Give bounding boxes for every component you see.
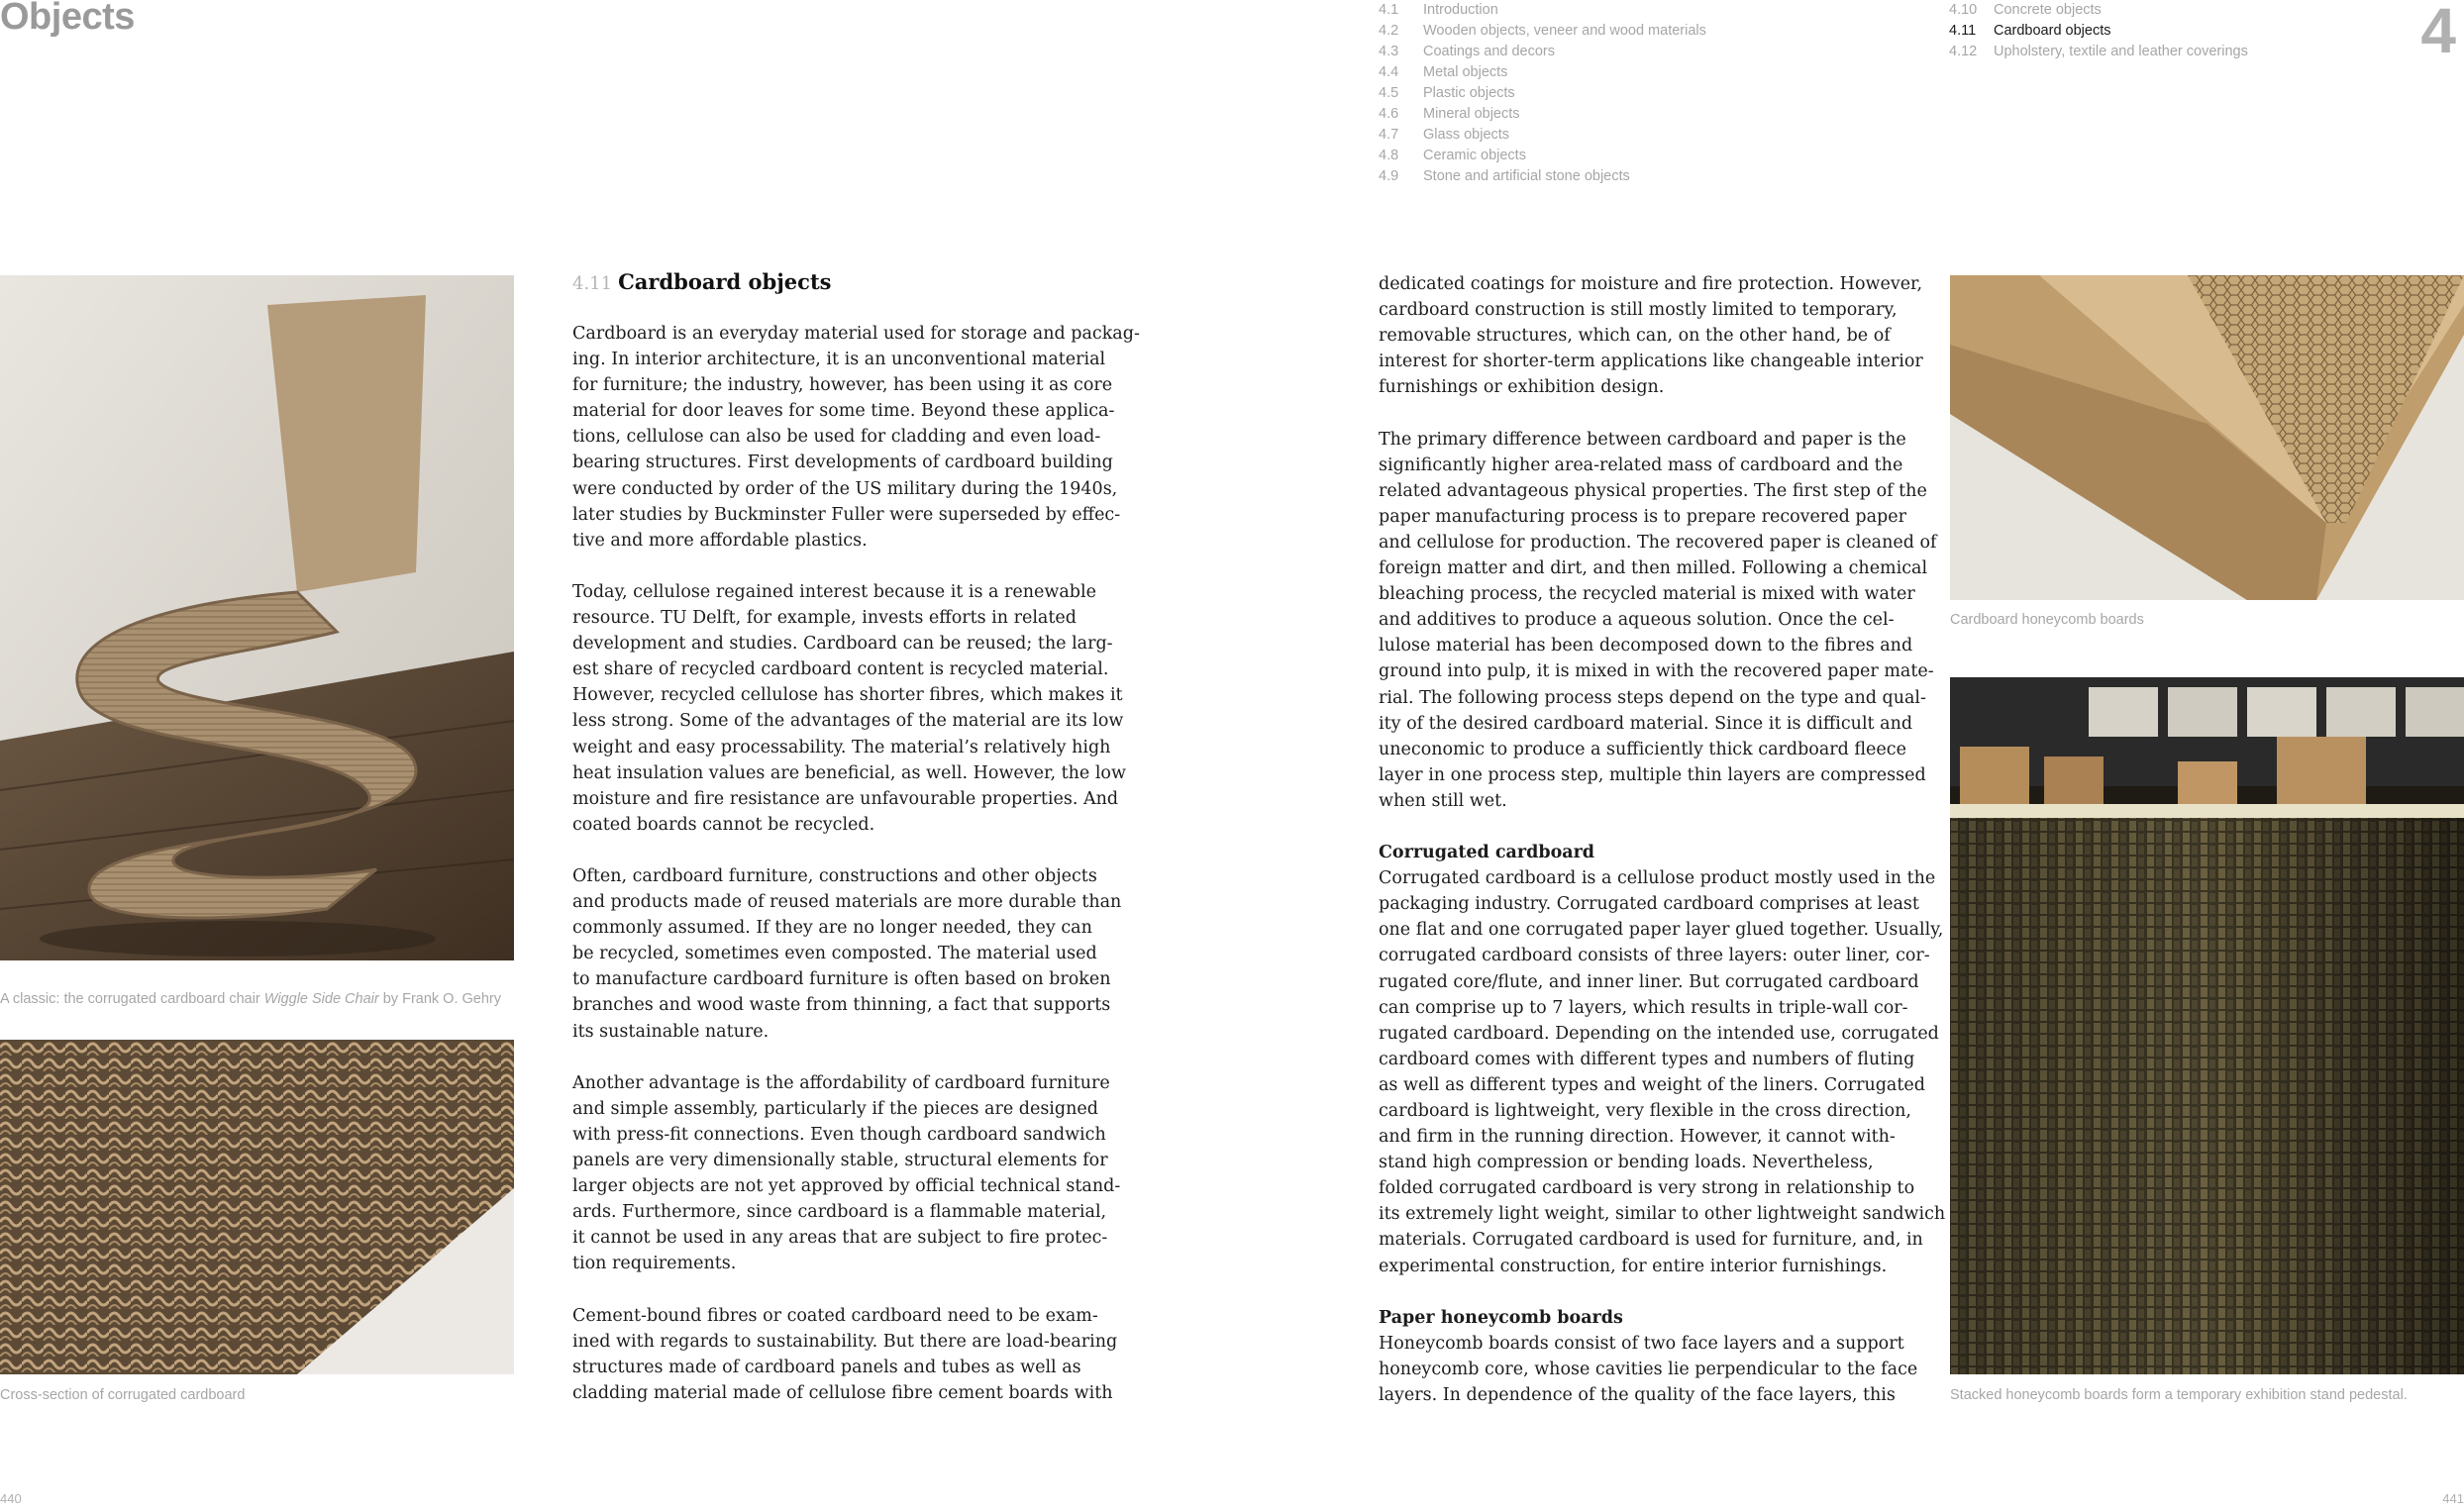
text-line: packaging industry. Corrugated cardboard comprises at least: [1379, 894, 1919, 915]
text-line: tion requirements.: [572, 1254, 737, 1274]
toc-item-number: 4.8: [1379, 148, 1399, 163]
text-line: corrugated cardboard consists of three layers: outer liner, cor-: [1379, 946, 1930, 966]
toc-item-label: Wooden objects, veneer and wood materials: [1423, 23, 1706, 39]
toc-item-label: Glass objects: [1423, 127, 1510, 143]
toc-item-number: 4.10: [1949, 2, 1978, 18]
paragraph: [572, 321, 1140, 554]
toc-item-label: Metal objects: [1423, 64, 1508, 80]
toc-item[interactable]: [1379, 42, 1706, 62]
text-line: its sustainable nature.: [572, 1021, 770, 1042]
toc-item[interactable]: [1949, 21, 2248, 42]
text-line: cardboard is lightweight, very flexible in the cross direction,: [1379, 1101, 1911, 1121]
toc-item-label: Upholstery, textile and leather coverings: [1994, 44, 2248, 59]
chapter-number: 4: [2420, 0, 2456, 66]
toc-item-label: Ceramic objects: [1423, 148, 1526, 163]
section-title: Objects: [0, 0, 135, 38]
text-line: significantly higher area-related mass of cardboard and the: [1379, 454, 1903, 475]
paragraph: [1379, 427, 1945, 814]
text-line: rial. The following process steps depend on the type and qual-: [1379, 687, 1926, 708]
text-line: panels are very dimensionally stable, structural elements for: [572, 1151, 1108, 1170]
toc-item-number: 4.6: [1379, 106, 1399, 122]
text-line: development and studies. Cardboard can be reused; the larg-: [572, 634, 1113, 655]
text-line: Cardboard is an everyday material used for storage and packag-: [572, 324, 1140, 344]
text-line: materials. Corrugated cardboard is used for furniture, and, in: [1379, 1230, 1923, 1251]
text-line: material for door leaves for some time. Beyond these applica-: [572, 401, 1115, 422]
toc-item[interactable]: [1379, 125, 1706, 146]
text-line: uneconomic to produce a sufficiently thick cardboard fleece: [1379, 739, 1906, 759]
text-line: larger objects are not yet approved by official technical stand-: [572, 1176, 1121, 1197]
text-line: rugated core/flute, and inner liner. But corrugated cardboard: [1379, 971, 1919, 992]
text-line: cardboard comes with different types and numbers of fluting: [1379, 1049, 1915, 1069]
text-line: ined with regards to sustainability. But there are load-bearing: [572, 1331, 1118, 1352]
honeycomb-caption: Cardboard honeycomb boards: [1950, 612, 2144, 628]
text-line: and firm in the running direction. However, it cannot with-: [1379, 1127, 1896, 1148]
text-line: The primary difference between cardboard and paper is the: [1379, 429, 1906, 450]
text-line: lulose material has been decomposed down to the fibres and: [1379, 636, 1913, 656]
exhibition-pedestal-photo: [1950, 677, 2464, 1374]
text-line: honeycomb core, whose cavities lie perpendicular to the face: [1379, 1359, 1918, 1379]
text-line: bearing structures. First developments of cardboard building: [572, 453, 1113, 473]
text-line: Today, cellulose regained interest because it is a renewable: [572, 581, 1096, 602]
text-line: one flat and one corrugated paper layer glued together. Usually,: [1379, 920, 1944, 941]
text-line: dedicated coatings for moisture and fire protection. However,: [1379, 274, 1923, 294]
text-line: cardboard construction is still mostly limited to temporary,: [1379, 300, 1898, 321]
text-line: as well as different types and weight of the liners. Corrugated: [1379, 1074, 1925, 1095]
page-number-right: 441: [2442, 1491, 2464, 1506]
text-line: its extremely light weight, similar to other lightweight sandwich: [1379, 1204, 1946, 1225]
text-line: interest for shorter-term applications like changeable interior: [1379, 352, 1923, 372]
toc-item[interactable]: [1379, 62, 1706, 83]
heading-number: 4.11: [572, 273, 613, 294]
text-line: foreign matter and dirt, and then milled. Following a chemical: [1379, 558, 1928, 579]
text-line: est share of recycled cardboard content is recycled material.: [572, 659, 1109, 680]
paragraph: [572, 579, 1140, 838]
paragraph: [572, 1070, 1140, 1277]
text-line: branches and wood waste from thinning, a fact that supports: [572, 995, 1111, 1016]
text-line: ards. Furthermore, since cardboard is a flammable material,: [572, 1202, 1107, 1223]
text-line: folded corrugated cardboard is very strong in relationship to: [1379, 1178, 1915, 1199]
text-line: for furniture; the industry, however, has been using it as core: [572, 375, 1113, 396]
toc-item-number: 4.5: [1379, 85, 1399, 101]
toc-item-label: Stone and artificial stone objects: [1423, 168, 1630, 184]
text-line: Corrugated cardboard is a cellulose product mostly used in the: [1379, 868, 1936, 889]
toc-item-number: 4.12: [1949, 44, 1978, 59]
toc-item-number: 4.9: [1379, 168, 1399, 184]
text-line: were conducted by order of the US military during the 1940s,: [572, 478, 1118, 499]
toc-item-number: 4.11: [1949, 23, 1977, 39]
toc-item[interactable]: [1949, 0, 2248, 21]
corrugated-cross-section-photo: [0, 1040, 514, 1374]
text-line: Cement-bound fibres or coated cardboard need to be exam-: [572, 1305, 1098, 1326]
text-line: tions, cellulose can also be used for cladding and even load-: [572, 427, 1101, 448]
toc-item[interactable]: [1379, 83, 1706, 104]
text-line: resource. TU Delft, for example, invests efforts in related: [572, 608, 1077, 629]
chair-caption: A classic: the corrugated cardboard chair Wiggle Side Chair by Frank O. Gehry: [0, 991, 502, 1007]
toc-item-number: 4.4: [1379, 64, 1399, 80]
toc-item[interactable]: [1379, 146, 1706, 166]
text-line: and additives to produce a aqueous solution. Once the cel-: [1379, 610, 1895, 631]
toc-left: [1379, 0, 1706, 187]
paragraph: [572, 1303, 1140, 1406]
text-line: rugated cardboard. Depending on the intended use, corrugated: [1379, 1023, 1939, 1044]
text-line: weight and easy processability. The material’s relatively high: [572, 737, 1111, 757]
toc-item[interactable]: [1379, 104, 1706, 125]
text-line: to manufacture cardboard furniture is often based on broken: [572, 969, 1111, 990]
toc-item-number: 4.7: [1379, 127, 1399, 143]
article-column-1: [572, 321, 1140, 1432]
text-line: ing. In interior architecture, it is an unconventional material: [572, 350, 1106, 370]
text-line: moisture and fire resistance are unfavourable properties. And: [572, 788, 1119, 809]
toc-item[interactable]: [1379, 0, 1706, 21]
toc-item-number: 4.2: [1379, 23, 1399, 39]
corrugated-subheading: Corrugated cardboard: [1379, 843, 1595, 863]
toc-item-label: Coatings and decors: [1423, 44, 1555, 59]
paragraph: [572, 863, 1140, 1045]
toc-item-label: Concrete objects: [1994, 2, 2102, 18]
toc-item[interactable]: [1379, 166, 1706, 187]
page-number-left: 440: [0, 1491, 22, 1506]
text-line: removable structures, which can, on the other hand, be of: [1379, 326, 1891, 347]
text-line: Another advantage is the affordability of cardboard furniture: [572, 1072, 1110, 1093]
text-line: structures made of cardboard panels and tubes as well as: [572, 1357, 1081, 1377]
text-line: less strong. Some of the advantages of the material are its low: [572, 711, 1124, 732]
text-line: tive and more affordable plastics.: [572, 530, 868, 551]
text-line: cladding material made of cellulose fibre cement boards with: [572, 1382, 1113, 1403]
paragraph: [1379, 271, 1945, 400]
article-column-2: [1379, 271, 1945, 1434]
text-line: experimental construction, for entire interior furnishings.: [1379, 1256, 1888, 1276]
text-line: ity of the desired cardboard material. Since it is difficult and: [1379, 713, 1913, 734]
toc-item-label: Plastic objects: [1423, 85, 1515, 101]
toc-right: [1949, 0, 2248, 62]
text-line: related advantageous physical properties. The first step of the: [1379, 480, 1927, 501]
text-line: ground into pulp, it is mixed in with the recovered paper mate-: [1379, 661, 1934, 682]
text-line: and simple assembly, particularly if the pieces are designed: [572, 1098, 1098, 1119]
text-line: paper manufacturing process is to prepare recovered paper: [1379, 506, 1906, 527]
heading-title: Cardboard objects: [618, 269, 832, 294]
toc-item-label: Introduction: [1423, 2, 1498, 18]
text-line: when still wet.: [1379, 790, 1507, 811]
text-line: with press-fit connections. Even though cardboard sandwich: [572, 1124, 1106, 1145]
toc-item[interactable]: [1949, 42, 2248, 62]
toc-item-label: Mineral objects: [1423, 106, 1520, 122]
article-heading: [572, 269, 831, 294]
text-line: Honeycomb boards consist of two face layers and a support: [1379, 1333, 1904, 1354]
text-line: coated boards cannot be recycled.: [572, 814, 875, 835]
text-line: commonly assumed. If they are no longer needed, they can: [572, 918, 1092, 939]
wiggle-chair-photo: [0, 275, 514, 960]
toc-item-number: 4.1: [1379, 2, 1399, 18]
honeycomb-subheading: Paper honeycomb boards: [1379, 1307, 1623, 1328]
text-line: stand high compression or bending loads. Nevertheless,: [1379, 1153, 1874, 1173]
text-line: can comprise up to 7 layers, which results in triple-wall cor-: [1379, 997, 1908, 1018]
text-line: furnishings or exhibition design.: [1379, 377, 1665, 398]
toc-item-label: Cardboard objects: [1994, 23, 2111, 39]
text-line: be recycled, sometimes even composted. The material used: [572, 944, 1097, 964]
text-line: and products made of reused materials are more durable than: [572, 892, 1122, 913]
cross-section-caption: Cross-section of corrugated cardboard: [0, 1387, 246, 1403]
text-line: later studies by Buckminster Fuller were superseded by effec-: [572, 504, 1121, 525]
text-line: Often, cardboard furniture, constructions and other objects: [572, 865, 1097, 886]
text-line: and cellulose for production. The recovered paper is cleaned of: [1379, 532, 1937, 553]
text-line: layer in one process step, multiple thin layers are compressed: [1379, 764, 1926, 785]
text-line: bleaching process, the recycled material is mixed with water: [1379, 584, 1915, 605]
text-line: it cannot be used in any areas that are subject to fire protec-: [572, 1228, 1108, 1249]
text-line: However, recycled cellulose has shorter fibres, which makes it: [572, 685, 1123, 706]
text-line: heat insulation values are beneficial, as well. However, the low: [572, 762, 1126, 783]
exhibition-caption: Stacked honeycomb boards form a temporary exhibition stand pedestal.: [1950, 1387, 2408, 1403]
toc-item[interactable]: [1379, 21, 1706, 42]
honeycomb-boards-photo: [1950, 275, 2464, 600]
text-line: layers. In dependence of the quality of the face layers, this: [1379, 1385, 1896, 1406]
toc-item-number: 4.3: [1379, 44, 1399, 59]
